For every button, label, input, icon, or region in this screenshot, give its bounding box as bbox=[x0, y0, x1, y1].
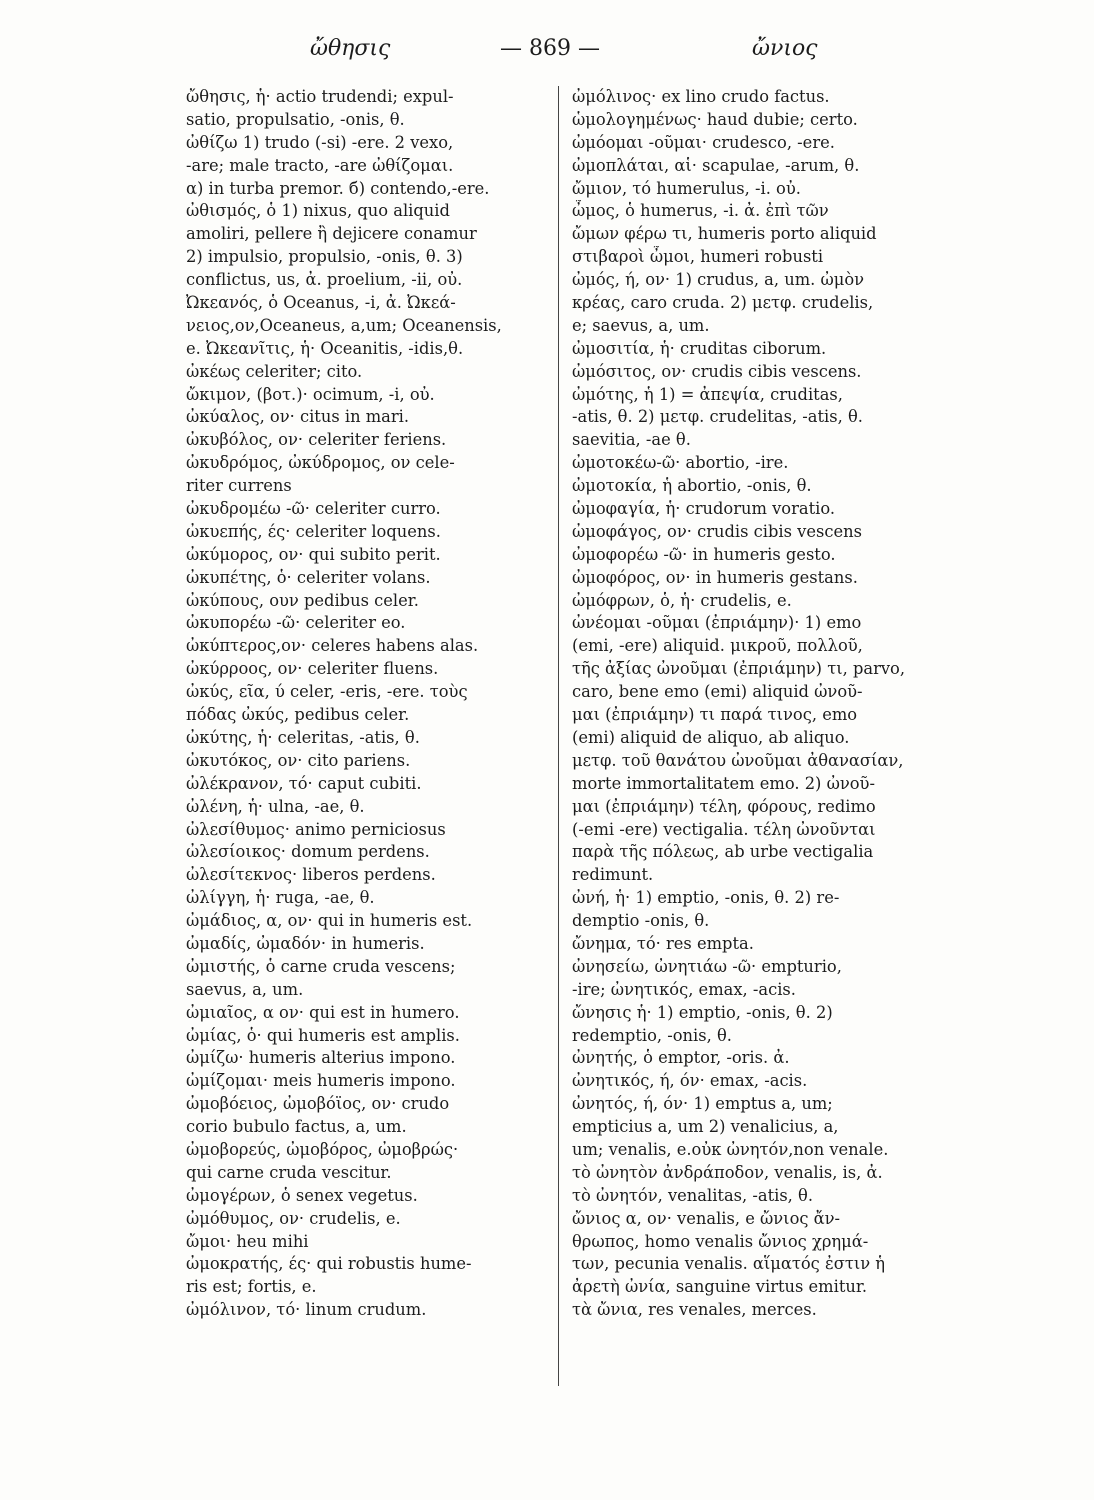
dictionary-line: (emi) aliquid de aliquo, ab aliquo. bbox=[572, 727, 850, 747]
dictionary-line: ὠμίζομαι· meis humeris impono. bbox=[186, 1071, 456, 1091]
dictionary-line: ὠκύς, εῖα, ύ celer, -eris, -ere. τοὺς bbox=[186, 682, 468, 702]
dictionary-line: ὠκυτόκος, ον· cito pariens. bbox=[186, 750, 411, 770]
dictionary-line: morte immortalitatem emo. 2) ὠνοῦ- bbox=[572, 773, 875, 793]
dictionary-line: ὠμόομαι -οῦμαι· crudesco, -ere. bbox=[572, 132, 835, 152]
dictionary-line: ὠνητής, ὁ emptor, -oris. ἀ. bbox=[572, 1048, 790, 1068]
dictionary-line: conflictus, us, ἀ. proelium, -ii, οὐ. bbox=[186, 270, 463, 290]
dictionary-line: satio, propulsatio, -onis, θ. bbox=[186, 109, 405, 129]
header-right-word: ὤνιος bbox=[752, 36, 818, 61]
dictionary-line: (emi, -ere) aliquid. μικροῦ, πολλοῦ, bbox=[572, 636, 863, 656]
dictionary-line: -ire; ὠνητικός, emax, -acis. bbox=[572, 979, 796, 999]
dictionary-line: e. Ὠκεανῖτις, ἡ· Oceanitis, -idis,θ. bbox=[186, 338, 464, 358]
running-header bbox=[0, 36, 1094, 76]
dictionary-line: τὰ ὤνια, res venales, merces. bbox=[572, 1300, 817, 1320]
dictionary-line: redemptio, -onis, θ. bbox=[572, 1025, 732, 1045]
dictionary-line: ὠμός, ή, ον· 1) crudus, a, um. ὠμὸν bbox=[572, 270, 865, 290]
dictionary-line: ὤνιος α, ον· venalis, e ὤνιος ἄν- bbox=[572, 1208, 841, 1228]
dictionary-line: ὠμίζω· humeris alterius impono. bbox=[186, 1048, 456, 1068]
dictionary-line: ἀρετὴ ὠνία, sanguine virtus emitur. bbox=[572, 1277, 868, 1297]
dictionary-line: amoliri, pellere ἢ dejicere conamur bbox=[186, 224, 477, 244]
dictionary-line: ὤμοι· heu mihi bbox=[186, 1231, 309, 1251]
dictionary-line: μαι (ἐπριάμην) τι παρά τινος, emo bbox=[572, 705, 858, 725]
dictionary-line: ὠνητικός, ή, όν· emax, -acis. bbox=[572, 1071, 808, 1091]
dictionary-line: θρωπος, homo venalis ὤνιος χρημά- bbox=[572, 1231, 869, 1251]
dictionary-line: ὠθισμός, ὁ 1) nixus, quo aliquid bbox=[186, 201, 450, 221]
dictionary-line: ὠκυεπής, ές· celeriter loquens. bbox=[186, 521, 441, 541]
dictionary-line: 2) impulsio, propulsio, -onis, θ. 3) bbox=[186, 247, 463, 267]
dictionary-line: μαι (ἐπριάμην) τέλη, φόρους, redimo bbox=[572, 796, 876, 816]
dictionary-line: ὠλεσίθυμος· animo perniciosus bbox=[186, 819, 446, 839]
dictionary-line: redimunt. bbox=[572, 865, 654, 885]
dictionary-line: τῆς ἀξίας ὠνοῦμαι (ἐπριάμην) τι, parvo, bbox=[572, 659, 906, 679]
page-number: — 869 — bbox=[500, 36, 600, 61]
dictionary-line: demptio -onis, θ. bbox=[572, 911, 710, 931]
dictionary-line: ὠλεσίοικος· domum perdens. bbox=[186, 842, 430, 862]
dictionary-line: ὠκύμορος, ον· qui subito perit. bbox=[186, 544, 441, 564]
dictionary-line: ὠμόφρων, ὁ, ἡ· crudelis, e. bbox=[572, 590, 792, 610]
dictionary-line: ris est; fortis, e. bbox=[186, 1277, 317, 1297]
dictionary-line: empticius a, um 2) venalicius, a, bbox=[572, 1117, 839, 1137]
dictionary-line: ὠκύπους, ουν pedibus celer. bbox=[186, 590, 419, 610]
dictionary-line: παρὰ τῆς πόλεως, ab urbe vectigalia bbox=[572, 842, 874, 862]
dictionary-line: ὠλένη, ἡ· ulna, -ae, θ. bbox=[186, 796, 365, 816]
dictionary-line: ὠκυπορέω -ῶ· celeriter eo. bbox=[186, 613, 406, 633]
dictionary-line: ὠλέκρανον, τό· caput cubiti. bbox=[186, 773, 422, 793]
dictionary-line: um; venalis, e.οὐκ ὠνητόν,non venale. bbox=[572, 1139, 889, 1159]
dictionary-line: ὠμόσιτος, ον· crudis cibis vescens. bbox=[572, 361, 862, 381]
dictionary-line: corio bubulo factus, a, um. bbox=[186, 1117, 407, 1137]
dictionary-line: ὠμοφάγος, ον· crudis cibis vescens bbox=[572, 521, 862, 541]
dictionary-line: ὠθίζω 1) trudo (-si) -ere. 2 vexo, bbox=[186, 132, 454, 152]
dictionary-line: ὠμιστής, ὁ carne cruda vescens; bbox=[186, 956, 456, 976]
dictionary-line: -are; male tracto, -are ὠθίζομαι. bbox=[186, 155, 454, 175]
dictionary-line: ὠνησείω, ὠνητιάω -ῶ· empturio, bbox=[572, 956, 842, 976]
right-column bbox=[572, 86, 950, 1322]
dictionary-line: e; saevus, a, um. bbox=[572, 315, 710, 335]
dictionary-line: ὤκιμον, (βοτ.)· ocimum, -i, οὐ. bbox=[186, 384, 435, 404]
dictionary-line: ὠμοβόειος, ὠμοβόϊος, ον· crudo bbox=[186, 1094, 450, 1114]
dictionary-line: riter currens bbox=[186, 476, 292, 496]
dictionary-line: ὤνησις ἡ· 1) emptio, -onis, θ. 2) bbox=[572, 1002, 833, 1022]
dictionary-line: κρέας, caro cruda. 2) μετφ. crudelis, bbox=[572, 293, 874, 313]
dictionary-line: ὤμων φέρω τι, humeris porto aliquid bbox=[572, 224, 877, 244]
dictionary-line: ὠμόλινος· ex lino crudo factus. bbox=[572, 87, 830, 106]
header-left-word: ὤθησις bbox=[310, 36, 391, 61]
dictionary-line: ὠμογέρων, ὁ senex vegetus. bbox=[186, 1185, 418, 1205]
dictionary-line: ὠμάδιος, α, ον· qui in humeris est. bbox=[186, 911, 473, 931]
dictionary-line: μετφ. τοῦ θανάτου ὠνοῦμαι ἀθανασίαν, bbox=[572, 750, 904, 770]
dictionary-line: ὠνή, ἡ· 1) emptio, -onis, θ. 2) re- bbox=[572, 888, 840, 908]
dictionary-line: ὠκυπέτης, ὁ· celeriter volans. bbox=[186, 567, 431, 587]
dictionary-line: ὠκυδρόμος, ὠκύδρομος, ον cele- bbox=[186, 453, 455, 473]
dictionary-line: ὠκύρροος, ον· celeriter fluens. bbox=[186, 659, 439, 679]
dictionary-line: των, pecunia venalis. αἵματός ἐστιν ἡ bbox=[572, 1254, 886, 1274]
dictionary-line: saevus, a, um. bbox=[186, 979, 304, 999]
dictionary-line: ὠκυδρομέω -ῶ· celeriter curro. bbox=[186, 499, 441, 519]
dictionary-line: ὠνέομαι -οῦμαι (ἐπριάμην)· 1) emo bbox=[572, 613, 862, 633]
dictionary-line: ὤνημα, τό· res empta. bbox=[572, 933, 754, 953]
dictionary-line: ὠμοτοκέω-ῶ· abortio, -ire. bbox=[572, 453, 789, 473]
dictionary-line: ὠκέως celeriter; cito. bbox=[186, 361, 363, 381]
dictionary-line: ὠμοβορεύς, ὠμοβόρος, ὠμοβρώς· bbox=[186, 1139, 459, 1159]
dictionary-line: ὠμίας, ὁ· qui humeris est amplis. bbox=[186, 1025, 460, 1045]
dictionary-line: ὠμόλινον, τό· linum crudum. bbox=[186, 1300, 427, 1320]
dictionary-line: ὤμιον, τό humerulus, -i. οὐ. bbox=[572, 178, 801, 198]
dictionary-line: τὸ ὠνητὸν ἀνδράποδον, venalis, is, ἀ. bbox=[572, 1162, 883, 1182]
dictionary-line: νειος,ον,Oceaneus, a,um; Oceanensis, bbox=[186, 315, 502, 335]
dictionary-line: ὠκύαλος, ον· citus in mari. bbox=[186, 407, 410, 427]
dictionary-line: τὸ ὠνητόν, venalitas, -atis, θ. bbox=[572, 1185, 814, 1205]
dictionary-line: ὠμοσιτία, ἡ· cruditas ciborum. bbox=[572, 338, 827, 358]
dictionary-line: ὠμότης, ἡ 1) = ἀπεψία, cruditas, bbox=[572, 384, 843, 404]
dictionary-line: Ὠκεανός, ὁ Oceanus, -i, ἀ. Ὠκεά- bbox=[186, 293, 456, 313]
dictionary-line: -atis, θ. 2) μετφ. crudelitas, -atis, θ. bbox=[572, 407, 863, 427]
dictionary-line: ὤθησις, ἡ· actio trudendi; expul- bbox=[186, 87, 454, 106]
dictionary-line: ὦμος, ὁ humerus, -i. ἀ. ἐπὶ τῶν bbox=[572, 201, 829, 221]
dictionary-line: ὡμολογημένως· haud dubie; certo. bbox=[572, 109, 858, 129]
dictionary-line: ὠκύπτερος,ον· celeres habens alas. bbox=[186, 636, 479, 656]
dictionary-line: ὠκυβόλος, ον· celeriter feriens. bbox=[186, 430, 447, 450]
dictionary-line: ὠμαδίς, ὠμαδόν· in humeris. bbox=[186, 933, 425, 953]
column-divider bbox=[558, 86, 559, 1386]
dictionary-line: qui carne cruda vescitur. bbox=[186, 1162, 392, 1182]
dictionary-line: ὠκύτης, ἡ· celeritas, -atis, θ. bbox=[186, 727, 420, 747]
left-column bbox=[186, 86, 548, 1322]
dictionary-line: saevitia, -ae θ. bbox=[572, 430, 691, 450]
dictionary-line: ὠμοφορέω -ῶ· in humeris gesto. bbox=[572, 544, 836, 564]
dictionary-line: ὠμοπλάται, αἱ· scapulae, -arum, θ. bbox=[572, 155, 860, 175]
dictionary-line: caro, bene emo (emi) aliquid ὠνοῦ- bbox=[572, 682, 863, 702]
dictionary-line: ὠμιαῖος, α ον· qui est in humero. bbox=[186, 1002, 460, 1022]
dictionary-line: ὠλίγγη, ἡ· ruga, -ae, θ. bbox=[186, 888, 375, 908]
dictionary-line: πόδας ὠκύς, pedibus celer. bbox=[186, 705, 410, 725]
dictionary-line: (-emi -ere) vectigalia. τέλη ὠνοῦνται bbox=[572, 819, 876, 839]
dictionary-line: ὠμοτοκία, ἡ abortio, -onis, θ. bbox=[572, 476, 812, 496]
dictionary-line: α) in turba premor. б) contendo,-ere. bbox=[186, 178, 490, 198]
dictionary-line: ὠμόθυμος, ον· crudelis, e. bbox=[186, 1208, 401, 1228]
dictionary-line: ὠμοφαγία, ἡ· crudorum voratio. bbox=[572, 499, 836, 519]
dictionary-line: ὠλεσίτεκνος· liberos perdens. bbox=[186, 865, 436, 885]
dictionary-line: ὠνητός, ή, όν· 1) emptus a, um; bbox=[572, 1094, 833, 1114]
dictionary-line: ὠμοκρατής, ές· qui robustis hume- bbox=[186, 1254, 472, 1274]
dictionary-line: ὠμοφόρος, ον· in humeris gestans. bbox=[572, 567, 858, 587]
dictionary-line: στιβαροὶ ὦμοι, humeri robusti bbox=[572, 247, 824, 267]
